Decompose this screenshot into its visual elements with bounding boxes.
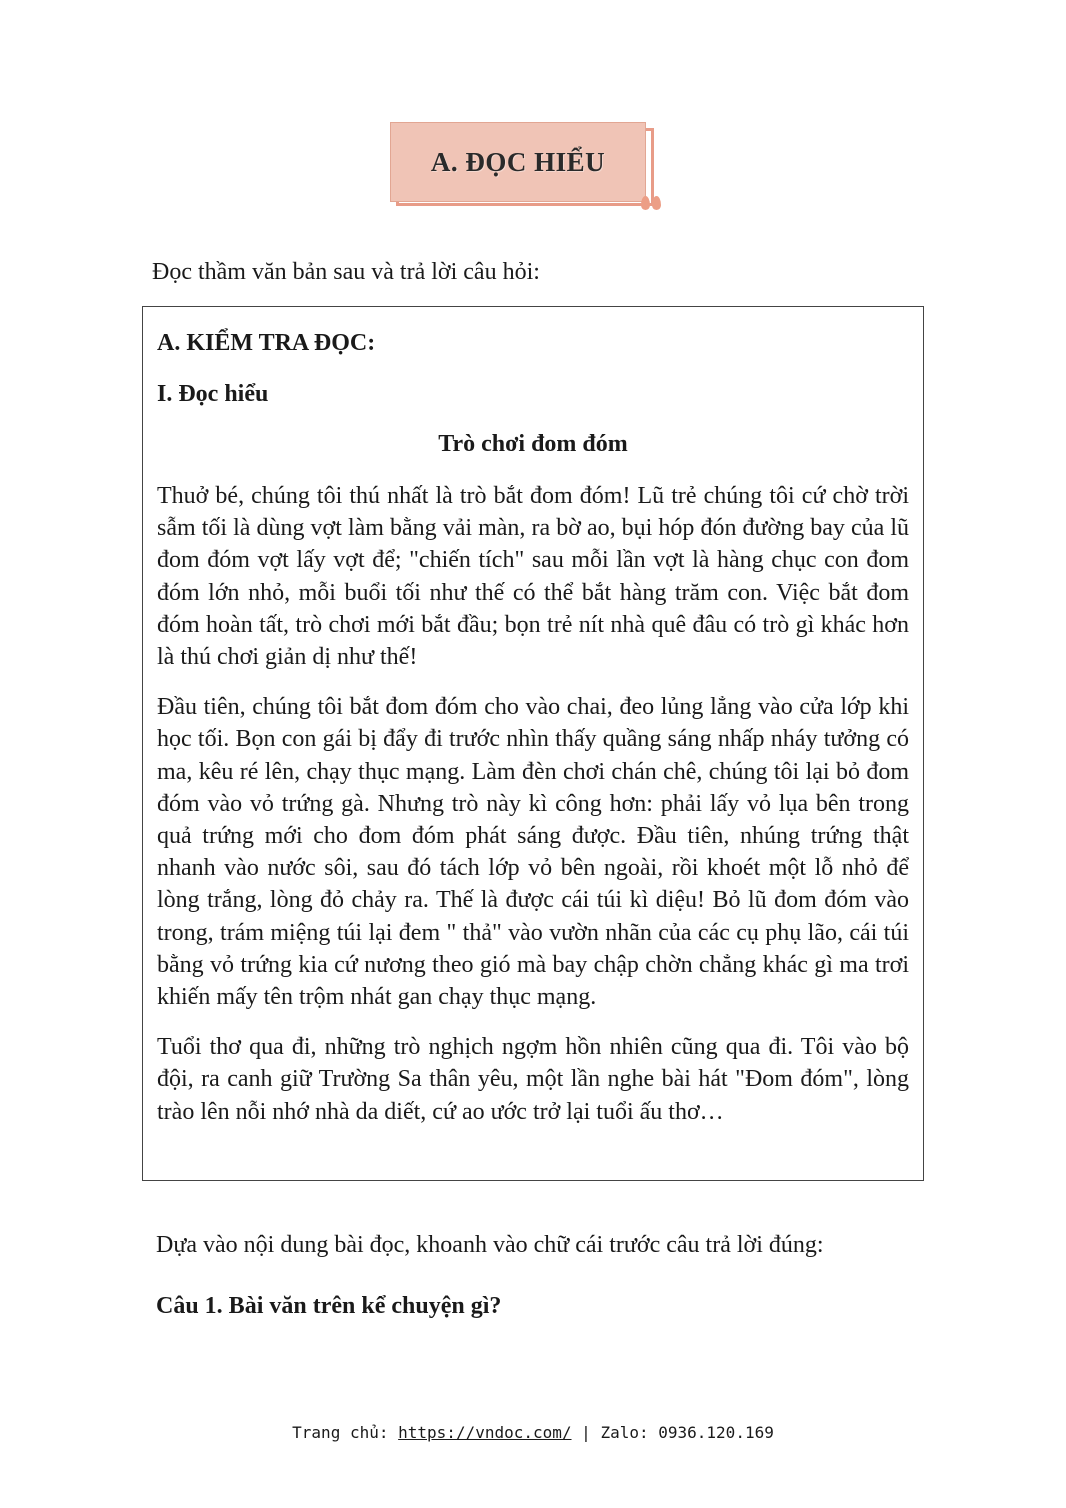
passage-paragraph: Thuở bé, chúng tôi thú nhất là trò bắt đom đóm! Lũ trẻ chúng tôi cứ chờ trời sẫm tối là dùng vợt làm bằng vải màn, ra bờ ao, bụi hóp đón đường bay của lũ đom đóm vợt lấy vợt để; "chiến tích" sau mỗi lần vợt là hàng chục con đom đóm lớn nhỏ, mỗi buổi tối như thế có thể bắt hàng trăm con. Việc bắt đom đóm hoàn tất, trò chơi mới bắt đầu; bọn trẻ nít nhà quê đâu có trò gì khác hơn là thú chơi giản dị như thế! [157, 483, 909, 671]
decorative-drop-icon [641, 196, 650, 210]
story-title: Trò chơi đom đóm [438, 431, 628, 457]
section-title: A. KIỂM TRA ĐỌC: [157, 330, 376, 356]
footer-zalo-label: Zalo: [600, 1423, 649, 1442]
question-instruction: Dựa vào nội dung bài đọc, khoanh vào chữ cái trước câu trả lời đúng: [156, 1232, 824, 1258]
banner-title: A. ĐỌC HIỂU [430, 146, 606, 177]
question-1: Câu 1. Bài văn trên kể chuyện gì? [156, 1293, 502, 1319]
footer-home-link[interactable]: https://vndoc.com/ [398, 1423, 572, 1442]
footer-home-label: Trang chủ: [292, 1423, 389, 1442]
passage-paragraph: Đầu tiên, chúng tôi bắt đom đóm cho vào chai, đeo lủng lẳng vào cửa lớp khi học tối. Bọn con gái bị đẩy đi trước nhìn thấy quầng sáng nhấp nháy tưởng có ma, kêu ré lên, chạy thục mạng. Làm đèn chơi chán chê, chúng tôi lại bỏ đom đóm vào vỏ trứng gà. Nhưng trò này kì công hơn: phải lấy vỏ lụa bên trong quả trứng mới cho đom đóm phát sáng được. Đầu tiên, nhúng trứng thật nhanh vào nước sôi, sau đó tách lớp vỏ bên ngoài, rồi khoét một lỗ nhỏ để lòng trắng, lòng đỏ chảy ra. Thế là được cái túi kì diệu! Bỏ lũ đom đóm vào trong, trám miệng túi lại đem " thả" vào vườn nhãn của các cụ phụ lão, cái túi bằng vỏ trứng kia cứ nương theo gió mà bay chập chờn chẳng khác gì ma trơi khiến mấy tên trộm nhát gan chạy thục mạng. [157, 694, 909, 1011]
intro-text: Đọc thầm văn bản sau và trả lời câu hỏi: [152, 259, 540, 285]
decorative-drop-icon [652, 196, 661, 210]
reading-passage-box [142, 306, 924, 1181]
passage-paragraph: Tuổi thơ qua đi, những trò nghịch ngợm hồn nhiên cũng qua đi. Tôi vào bộ đội, ra canh giữ Trường Sa thân yêu, một lần nghe bài hát "Đom đóm", lòng trào lên nỗi nhớ nhà da diết, cứ ao ước trở lại tuổi ấu thơ… [157, 1034, 909, 1125]
footer-separator: | [581, 1423, 591, 1442]
banner-panel [390, 122, 646, 202]
footer-zalo-number: 0936.120.169 [658, 1423, 774, 1442]
subsection-title: I. Đọc hiểu [157, 381, 269, 407]
page-footer [0, 1422, 1066, 1444]
section-banner [386, 118, 668, 218]
